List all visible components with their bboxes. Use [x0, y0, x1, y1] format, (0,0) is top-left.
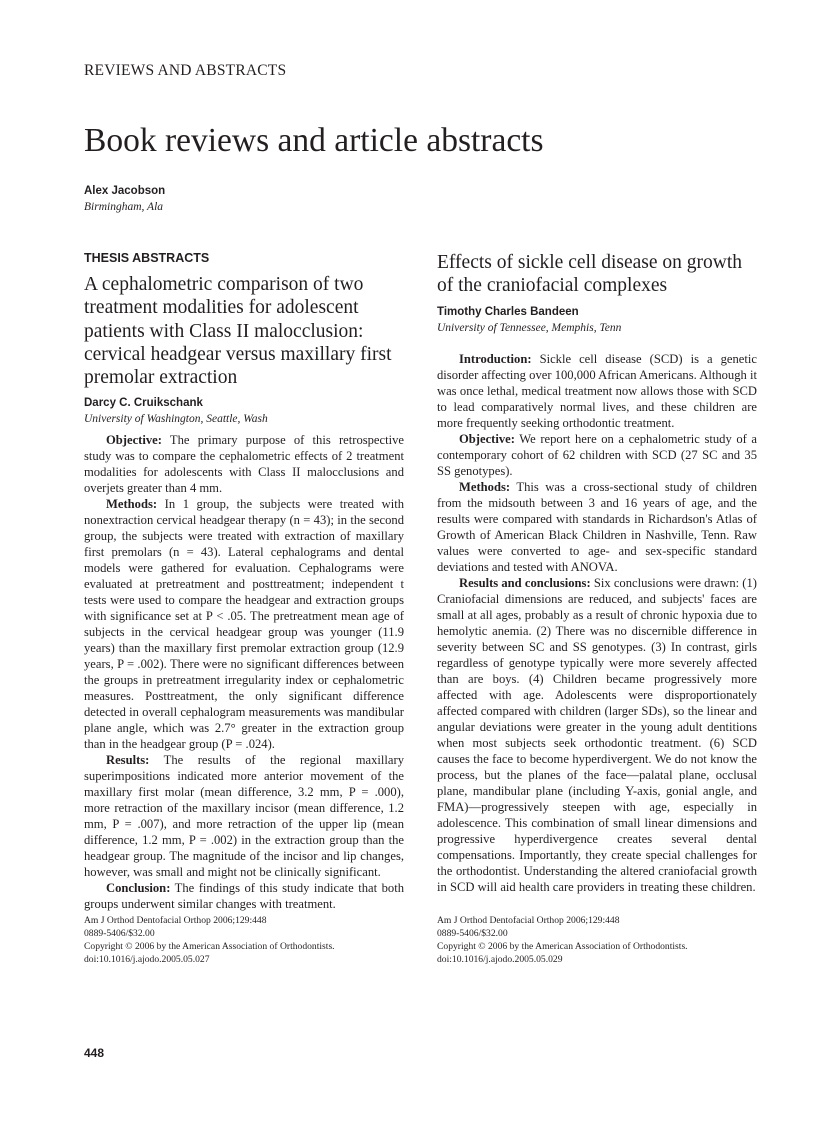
article-2-affiliation: University of Tennessee, Memphis, Tenn: [437, 322, 622, 334]
citation-doi: doi:10.1016/j.ajodo.2005.05.027: [84, 954, 210, 965]
page-title: Book reviews and article abstracts: [84, 122, 544, 159]
citation-journal: Am J Orthod Dentofacial Orthop 2006;129:448: [437, 915, 620, 926]
results-paragraph: [437, 575, 757, 895]
citation-journal: Am J Orthod Dentofacial Orthop 2006;129:448: [84, 915, 267, 926]
article-2-body: [437, 351, 757, 895]
editor-name: Alex Jacobson: [84, 185, 166, 197]
paragraph-label: Results:: [106, 753, 150, 767]
paragraph-label: Results and conclusions:: [459, 576, 591, 590]
paragraph-label: Objective:: [106, 433, 162, 447]
introduction-paragraph: [437, 351, 757, 431]
article-2-citation: [437, 914, 688, 966]
paragraph-text: The results of the regional maxillary superimpositions indicated more anterior movement of the maxillary first molar (mean difference, 3.2 mm, P = .000), more retraction of the maxillary incisor (mean difference, 1.2 mm, P = .007), and more retraction of the upper lip (mean difference, 1.2 mm, P = .002) in the extraction group than the headgear group. The magnitude of the incisor and lip changes, however, was small and might not be clinically significant.: [84, 753, 404, 879]
paragraph-text: This was a cross-sectional study of children from the midsouth between 3 and 16 years of age, and the results were compared with standards in Richardson's Atlas of Growth of American Black Children in Nashville, Tenn. Raw values were converted to age- and sex-specific standard deviations and tested with ANOVA.: [437, 480, 757, 574]
citation-doi: doi:10.1016/j.ajodo.2005.05.029: [437, 954, 563, 965]
paragraph-label: Introduction:: [459, 352, 532, 366]
article-1-affiliation: University of Washington, Seattle, Wash: [84, 413, 268, 425]
paragraph-text: Sickle cell disease (SCD) is a genetic disorder affecting over 100,000 African Americans. Although it was once lethal, medical treatment now allows those with SCD to lead comparatively normal lives, and these children are more frequently seeking orthodontic treatment.: [437, 352, 757, 430]
paragraph-label: Methods:: [106, 497, 158, 511]
citation-issn: 0889-5406/$32.00: [437, 928, 508, 939]
results-paragraph: [84, 752, 404, 880]
page-number: 448: [84, 1046, 105, 1060]
paragraph-text: Six conclusions were drawn: (1) Craniofacial dimensions are reduced, and subjects' faces are small at all ages, probably as a result of chronic hypoxia due to hemolytic anemia. (2) There was no discernible difference in severity between SC and SS genotypes. (3) In contrast, girls regardless of genotype typically were more severely affected than are boys. (4) Children became progressively more affected with age. Adolescents were disproportionately affected compared with children (larger SDs), so the linear and angular deviations were greater in the young adult dentitions when most subjects seek orthodontic treatment. (6) SCD causes the face to become hyperdivergent. We do not know the process, but the planes of the face—palatal plane, occlusal plane, mandibular plane (including Y-axis, gonial angle, and FMA)—progressively steepen with age, especially in adolescence. This combination of small linear dimensions and progressive hyperdivergence creates several dental compensations. Importantly, they create special challenges for the orthodontist. Understanding the altered craniofacial growth in SCD will aid health care providers in treating these children.: [437, 576, 757, 894]
paragraph-text: The findings of this study indicate that both groups underwent similar changes with treatment.: [84, 881, 404, 911]
methods-paragraph: [437, 479, 757, 575]
editor-affiliation: Birmingham, Ala: [84, 201, 164, 213]
paragraph-text: We report here on a cephalometric study of a contemporary cohort of 62 children with SCD (27 SC and 35 SS genotypes).: [437, 432, 757, 478]
methods-paragraph: [84, 496, 404, 752]
article-2-author: Timothy Charles Bandeen: [437, 306, 579, 318]
section-heading: THESIS ABSTRACTS: [84, 251, 210, 265]
citation-copyright: Copyright © 2006 by the American Association of Orthodontists.: [84, 941, 335, 952]
article-1-author: Darcy C. Cruikschank: [84, 397, 203, 409]
paragraph-label: Conclusion:: [106, 881, 171, 895]
objective-paragraph: [437, 431, 757, 479]
objective-paragraph: [84, 432, 404, 496]
article-1-title: A cephalometric comparison of two treatment modalities for adolescent patients with Class II malocclusion: cervical headgear versus maxillary first premolar extraction: [84, 274, 392, 389]
citation-issn: 0889-5406/$32.00: [84, 928, 155, 939]
paragraph-text: The primary purpose of this retrospective study was to compare the cephalometric effects of 2 treatment modalities for adolescents with Class II malocclusions and overjets greater than 4 mm.: [84, 433, 404, 495]
conclusion-paragraph: [84, 880, 404, 912]
paragraph-label: Objective:: [459, 432, 515, 446]
paragraph-text: In 1 group, the subjects were treated with nonextraction cervical headgear therapy (n = 43); in the second group, the subjects were treated with extraction of maxillary first premolars (n = 43). Lateral cephalograms and dental models were gathered for evaluation. Cephalograms were evaluated at pretreatment and posttreatment; independent t tests were used to compare the headgear and extraction groups with significance set at P < .05. The pretreatment mean age of subjects in the cervical headgear group was younger (11.9 years) than the maxillary first premolar extraction group (12.9 years, P = .002). There were no significant differences between the groups in pretreatment irregularity index or cephalometric measures. Posttreatment, the only significant difference detected in overall cephalogram measurements was mandibular plane angle, which was 2.7° greater in the extraction group than in the headgear group (P = .024).: [84, 497, 404, 751]
article-2-title: Effects of sickle cell disease on growth of the craniofacial complexes: [437, 252, 743, 297]
paragraph-label: Methods:: [459, 480, 511, 494]
article-1-citation: [84, 914, 335, 966]
article-1-body: [84, 432, 404, 912]
running-head: REVIEWS AND ABSTRACTS: [84, 62, 287, 79]
citation-copyright: Copyright © 2006 by the American Association of Orthodontists.: [437, 941, 688, 952]
